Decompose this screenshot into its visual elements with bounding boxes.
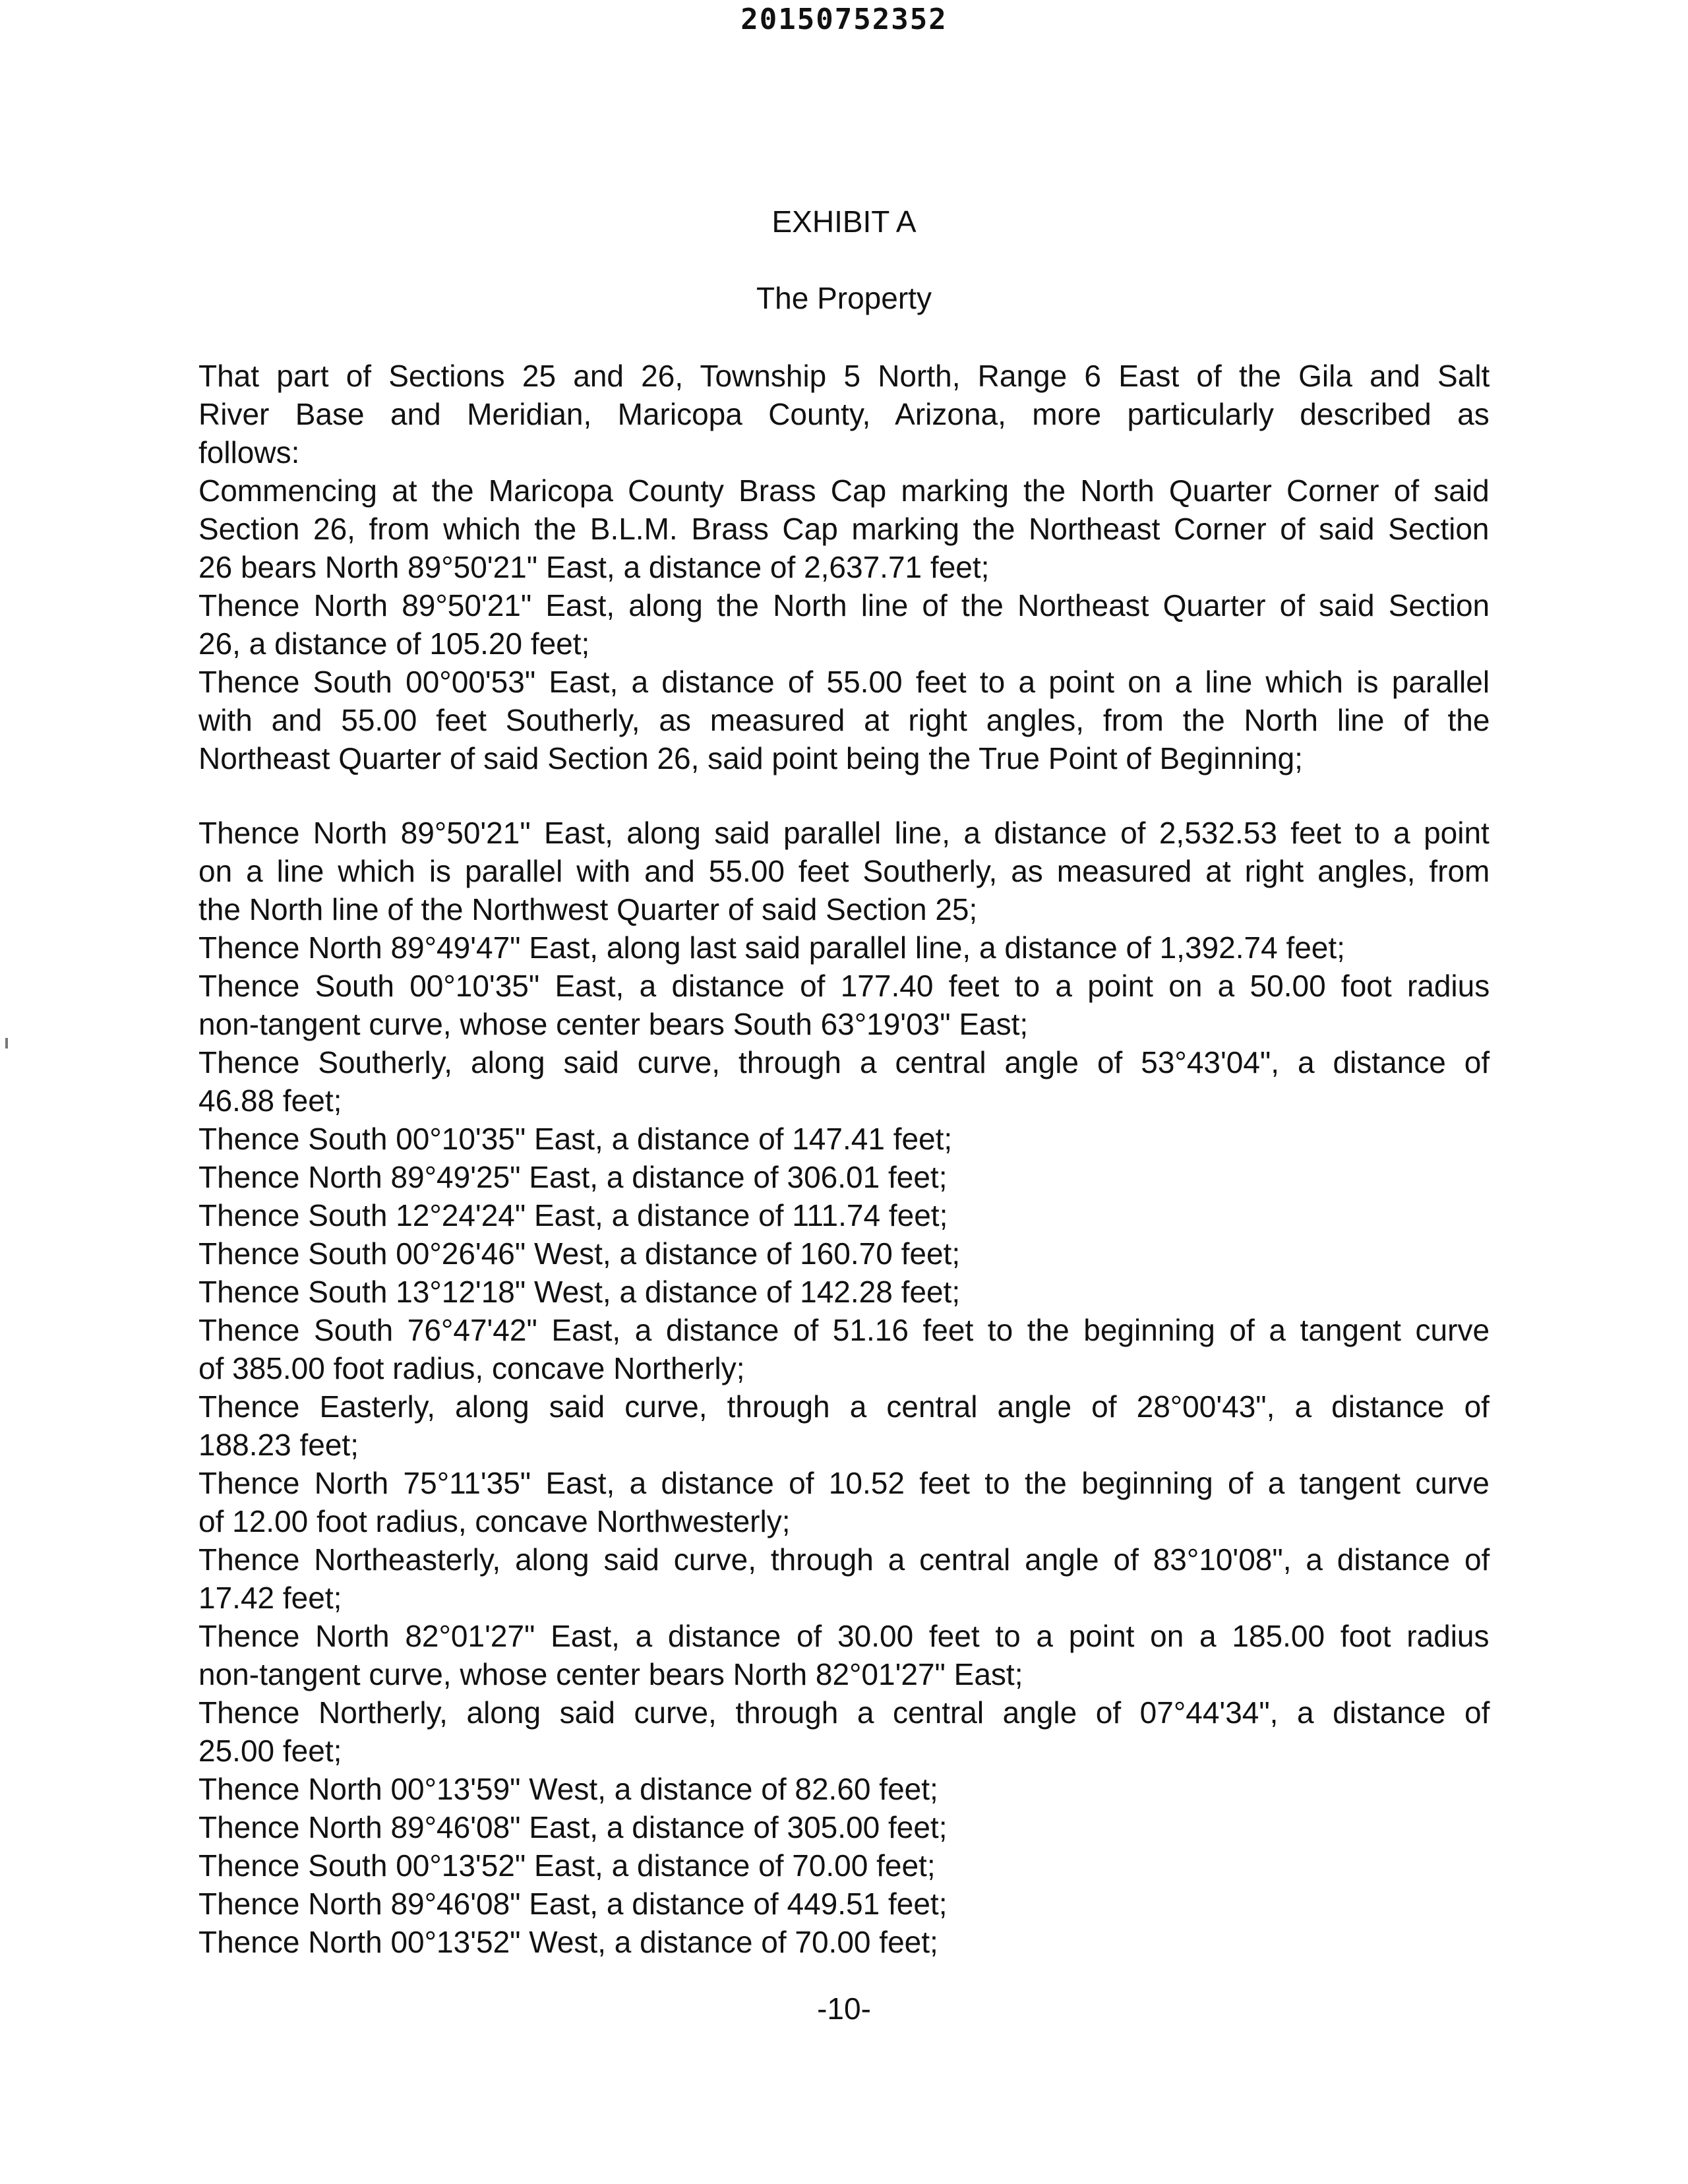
text-line: Thence North 00°13'59" West, a distance of 82.60 feet; <box>198 1772 938 1806</box>
exhibit-title: EXHIBIT A <box>771 204 917 239</box>
course-paragraph <box>198 1693 1490 1770</box>
text-line: non-tangent curve, whose center bears South 63°19'03" East; <box>198 1007 1029 1041</box>
text-line: Thence Northerly, along said curve, through a central angle of 07°44'34", a distance of <box>198 1695 1490 1730</box>
text-line: Thence South 76°47'42" East, a distance of 51.16 feet to the beginning of a tangent curve <box>198 1313 1490 1347</box>
text-line: the North line of the Northwest Quarter of said Section 25; <box>198 892 978 926</box>
intro-paragraph <box>198 471 1490 586</box>
text-line: Thence South 00°10'35" East, a distance of 177.40 feet to a point on a 50.00 foot radius <box>198 969 1490 1003</box>
text-line: Section 26, from which the B.L.M. Brass Cap marking the Northeast Corner of said Section <box>198 512 1490 546</box>
text-line: River Base and Meridian, Maricopa County, Arizona, more particularly described as <box>198 397 1490 431</box>
course-paragraph <box>198 1540 1490 1617</box>
course-paragraph <box>198 1885 1490 1923</box>
text-line: Thence North 89°49'47" East, along last said parallel line, a distance of 1,392.74 feet; <box>198 930 1345 965</box>
course-paragraph <box>198 928 1490 967</box>
text-line: Thence South 13°12'18" West, a distance of 142.28 feet; <box>198 1275 961 1309</box>
intro-paragraph <box>198 357 1490 471</box>
course-paragraph <box>198 1617 1490 1693</box>
text-line: Thence North 82°01'27" East, a distance of 30.00 feet to a point on a 185.00 foot radius <box>198 1619 1490 1653</box>
text-line: 17.42 feet; <box>198 1581 342 1615</box>
text-line: Thence Easterly, along said curve, through a central angle of 28°00'43", a distance of <box>198 1389 1490 1424</box>
text-line: on a line which is parallel with and 55.00 feet Southerly, as measured at right angles, from <box>198 854 1490 888</box>
text-line: Thence North 89°50'21" East, along the North line of the Northeast Quarter of said Section <box>198 588 1490 622</box>
course-paragraph <box>198 1158 1490 1196</box>
legal-description-intro <box>198 357 1490 777</box>
text-line: That part of Sections 25 and 26, Township 5 North, Range 6 East of the Gila and Salt <box>198 359 1490 393</box>
text-line: Thence North 89°49'25" East, a distance of 306.01 feet; <box>198 1160 948 1194</box>
text-line: Thence Northeasterly, along said curve, through a central angle of 83°10'08", a distance of <box>198 1542 1490 1577</box>
course-paragraph <box>198 814 1490 928</box>
text-line: follows: <box>198 435 300 470</box>
course-paragraph <box>198 1923 1490 1961</box>
text-line: Thence North 89°50'21" East, along said parallel line, a distance of 2,532.53 feet to a point <box>198 816 1490 850</box>
course-paragraph <box>198 1387 1490 1464</box>
course-paragraph <box>198 1120 1490 1158</box>
course-paragraph <box>198 1770 1490 1808</box>
text-line: of 12.00 foot radius, concave Northwesterly; <box>198 1504 791 1538</box>
intro-paragraph <box>198 586 1490 663</box>
legal-description-courses <box>198 814 1490 1961</box>
course-paragraph <box>198 967 1490 1043</box>
text-line: 188.23 feet; <box>198 1428 359 1462</box>
text-line: of 385.00 foot radius, concave Northerly; <box>198 1351 745 1385</box>
text-line: Thence South 00°26'46" West, a distance of 160.70 feet; <box>198 1236 961 1271</box>
text-line: 46.88 feet; <box>198 1083 342 1118</box>
course-paragraph <box>198 1196 1490 1234</box>
text-line: with and 55.00 feet Southerly, as measured at right angles, from the North line of the <box>198 703 1490 737</box>
text-line: Thence South 00°10'35" East, a distance of 147.41 feet; <box>198 1122 953 1156</box>
course-paragraph <box>198 1464 1490 1540</box>
intro-paragraph <box>198 663 1490 777</box>
text-line: Thence South 12°24'24" East, a distance of 111.74 feet; <box>198 1198 948 1232</box>
exhibit-subtitle: The Property <box>756 281 932 315</box>
text-line: Thence Southerly, along said curve, through a central angle of 53°43'04", a distance of <box>198 1045 1490 1079</box>
course-paragraph <box>198 1234 1490 1273</box>
course-paragraph <box>198 1043 1490 1120</box>
text-line: Thence North 89°46'08" East, a distance of 449.51 feet; <box>198 1887 948 1921</box>
text-line: Thence South 00°00'53" East, a distance of 55.00 feet to a point on a line which is parallel <box>198 665 1490 699</box>
scan-edge-mark <box>5 1038 8 1048</box>
course-paragraph <box>198 1846 1490 1885</box>
text-line: Commencing at the Maricopa County Brass Cap marking the North Quarter Corner of said <box>198 473 1490 508</box>
course-paragraph <box>198 1808 1490 1846</box>
page-number: -10- <box>817 1991 871 2026</box>
course-paragraph <box>198 1273 1490 1311</box>
text-line: Northeast Quarter of said Section 26, said point being the True Point of Beginning; <box>198 741 1303 775</box>
course-paragraph <box>198 1311 1490 1387</box>
text-line: 26, a distance of 105.20 feet; <box>198 626 590 661</box>
text-line: 26 bears North 89°50'21" East, a distance of 2,637.71 feet; <box>198 550 990 584</box>
text-line: Thence North 75°11'35" East, a distance of 10.52 feet to the beginning of a tangent curve <box>198 1466 1490 1500</box>
recording-number: 20150752352 <box>740 3 948 36</box>
text-line: Thence North 00°13'52" West, a distance of 70.00 feet; <box>198 1925 938 1959</box>
text-line: 25.00 feet; <box>198 1734 342 1768</box>
text-line: non-tangent curve, whose center bears North 82°01'27" East; <box>198 1657 1023 1691</box>
text-line: Thence North 89°46'08" East, a distance of 305.00 feet; <box>198 1810 948 1844</box>
text-line: Thence South 00°13'52" East, a distance of 70.00 feet; <box>198 1848 936 1883</box>
